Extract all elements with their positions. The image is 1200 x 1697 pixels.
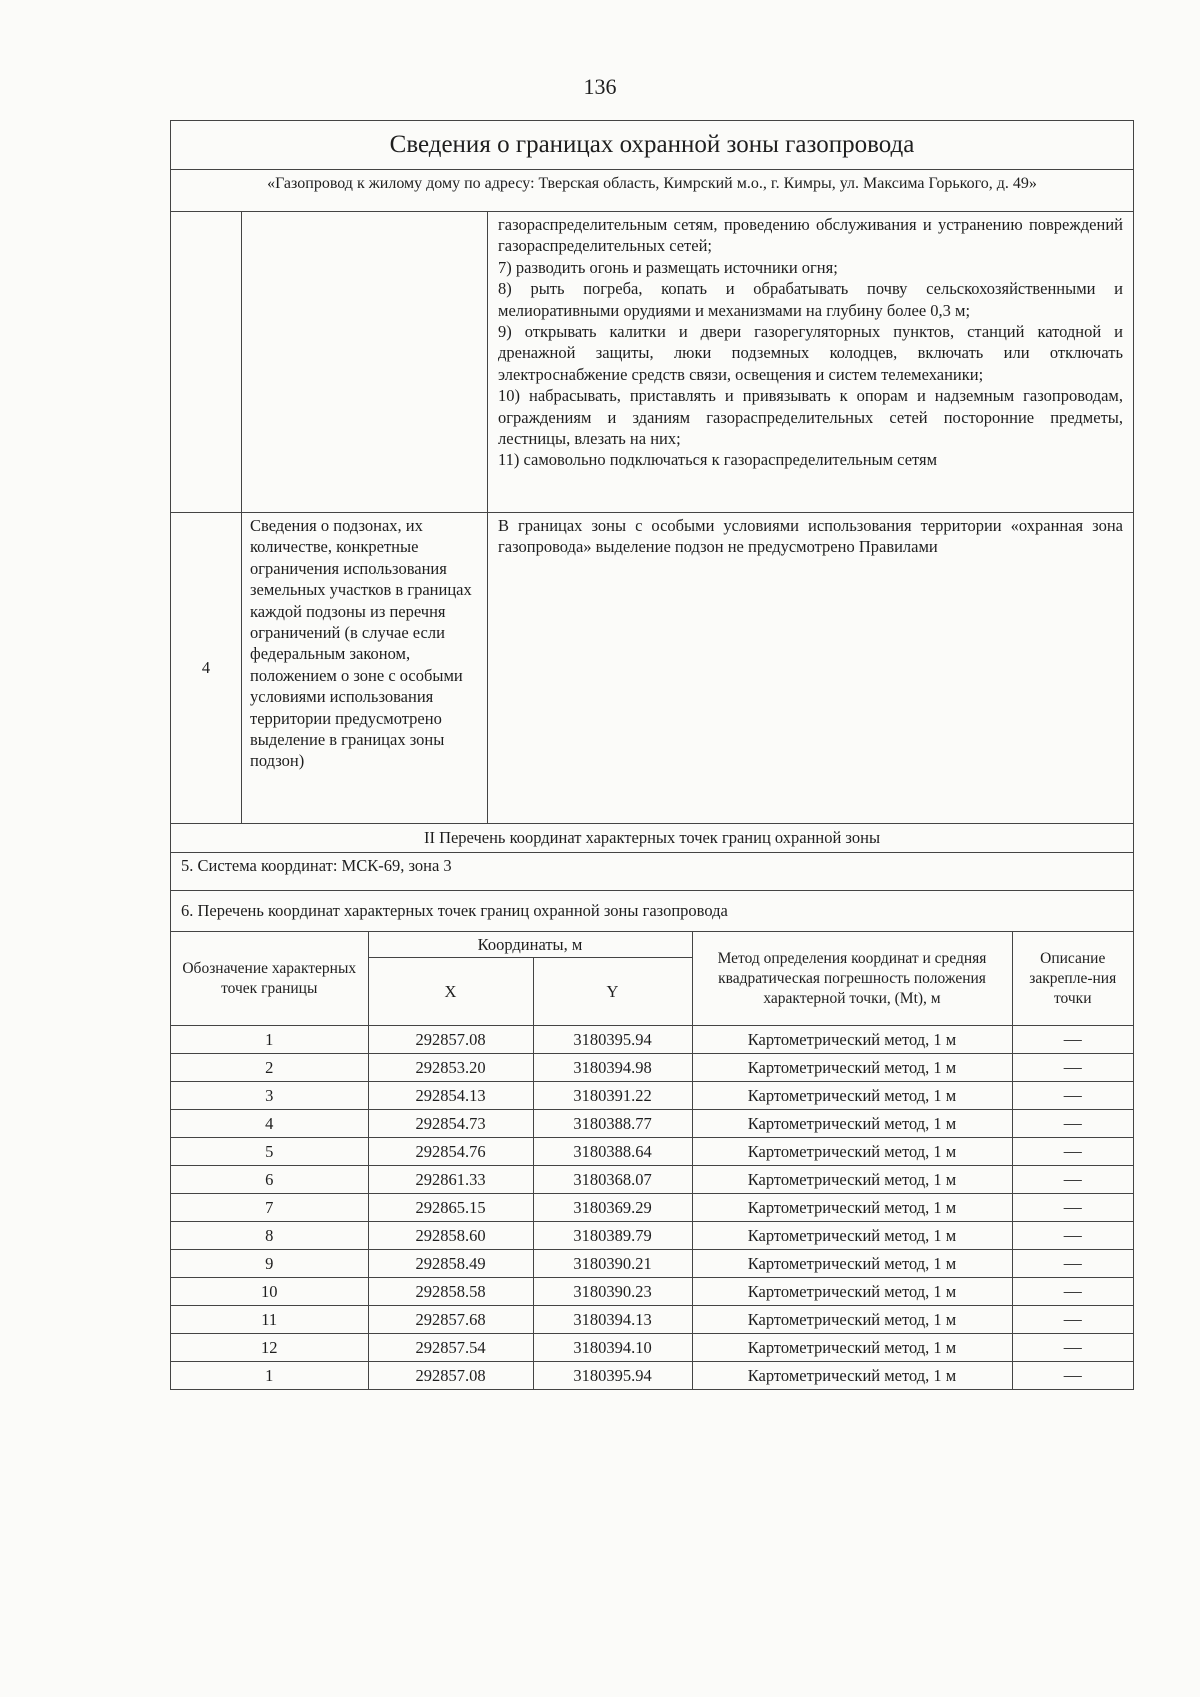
restriction-paragraph: 11) самовольно подключаться к газораспределительным сетям xyxy=(498,450,938,470)
table-row xyxy=(171,1166,1133,1194)
table-row xyxy=(171,1138,1133,1166)
page-number: 136 xyxy=(583,74,617,99)
row-number-cell: 4 xyxy=(171,513,242,823)
y-cell: 3180369.29 xyxy=(533,1194,692,1222)
point-cell: 1 xyxy=(171,1026,368,1054)
description-cell: — xyxy=(1012,1278,1133,1306)
table-row xyxy=(171,1250,1133,1278)
subzones-text: В границах зоны с особыми условиями использования территории «охранная зона газопровода» выделение подзон не предусмотрено Правилами xyxy=(498,516,1123,557)
description-cell: — xyxy=(1012,1082,1133,1110)
y-cell: 3180391.22 xyxy=(533,1082,692,1110)
coordinates-table xyxy=(171,931,1133,1389)
description-cell: — xyxy=(1012,1306,1133,1334)
description-cell: — xyxy=(1012,1250,1133,1278)
point-cell: 5 xyxy=(171,1138,368,1166)
document-frame xyxy=(170,120,1134,1390)
x-cell: 292865.15 xyxy=(368,1194,533,1222)
document-subtitle: «Газопровод к жилому дому по адресу: Тверская область, Кимрский м.о., г. Кимры, ул. Максима Горького, д. 49» xyxy=(171,170,1133,212)
subzones-row xyxy=(171,513,1133,824)
y-cell: 3180388.77 xyxy=(533,1110,692,1138)
method-cell: Картометрический метод, 1 м xyxy=(692,1278,1012,1306)
table-row xyxy=(171,1026,1133,1054)
x-cell: 292858.49 xyxy=(368,1250,533,1278)
row-name-cell xyxy=(242,212,488,512)
x-cell: 292857.54 xyxy=(368,1334,533,1362)
y-cell: 3180390.21 xyxy=(533,1250,692,1278)
method-cell: Картометрический метод, 1 м xyxy=(692,1082,1012,1110)
method-cell: Картометрический метод, 1 м xyxy=(692,1362,1012,1390)
x-cell: 292857.08 xyxy=(368,1362,533,1390)
header-point: Обозначение характерных точек границы xyxy=(171,932,368,1026)
y-cell: 3180394.98 xyxy=(533,1054,692,1082)
header-method xyxy=(692,932,1012,1026)
table-row xyxy=(171,1110,1133,1138)
description-cell: — xyxy=(1012,1054,1133,1082)
document-title: Сведения о границах охранной зоны газопровода xyxy=(171,121,1133,170)
header-y: Y xyxy=(533,958,692,1026)
point-cell: 8 xyxy=(171,1222,368,1250)
point-cell: 4 xyxy=(171,1110,368,1138)
x-cell: 292854.76 xyxy=(368,1138,533,1166)
method-cell: Картометрический метод, 1 м xyxy=(692,1334,1012,1362)
method-cell: Картометрический метод, 1 м xyxy=(692,1250,1012,1278)
table-row xyxy=(171,1222,1133,1250)
description-cell: — xyxy=(1012,1026,1133,1054)
description-cell: — xyxy=(1012,1110,1133,1138)
table-row xyxy=(171,1082,1133,1110)
x-cell: 292861.33 xyxy=(368,1166,533,1194)
header-description: Описание закрепле-ния точки xyxy=(1012,932,1133,1026)
coordinate-list-title: 6. Перечень координат характерных точек границ охранной зоны газопровода xyxy=(181,901,728,920)
point-cell: 2 xyxy=(171,1054,368,1082)
table-row xyxy=(171,1278,1133,1306)
x-cell: 292858.58 xyxy=(368,1278,533,1306)
y-cell: 3180390.23 xyxy=(533,1278,692,1306)
x-cell: 292853.20 xyxy=(368,1054,533,1082)
y-cell: 3180368.07 xyxy=(533,1166,692,1194)
description-cell: — xyxy=(1012,1222,1133,1250)
point-cell: 10 xyxy=(171,1278,368,1306)
table-row xyxy=(171,1194,1133,1222)
y-cell: 3180395.94 xyxy=(533,1362,692,1390)
method-cell: Картометрический метод, 1 м xyxy=(692,1138,1012,1166)
header-coords: Координаты, м xyxy=(368,932,692,958)
restriction-paragraph: газораспределительным сетям, проведению обслуживания и устранению повреждений газораспределительных сетей; xyxy=(498,215,1123,256)
point-cell: 3 xyxy=(171,1082,368,1110)
description-cell: — xyxy=(1012,1334,1133,1362)
y-cell: 3180395.94 xyxy=(533,1026,692,1054)
point-cell: 7 xyxy=(171,1194,368,1222)
method-cell: Картометрический метод, 1 м xyxy=(692,1166,1012,1194)
header-method-text: Метод определения координат и средняя квадратическая погрешность положения характерной точки, (Mt), м xyxy=(717,949,987,1007)
restrictions-text xyxy=(488,212,1133,512)
section-ii-heading: II Перечень координат характерных точек границ охранной зоны xyxy=(171,824,1133,853)
y-cell: 3180394.13 xyxy=(533,1306,692,1334)
description-cell: — xyxy=(1012,1138,1133,1166)
description-cell: — xyxy=(1012,1194,1133,1222)
table-row xyxy=(171,1306,1133,1334)
description-cell: — xyxy=(1012,1166,1133,1194)
header-x: X xyxy=(368,958,533,1026)
method-cell: Картометрический метод, 1 м xyxy=(692,1222,1012,1250)
coordinate-system: 5. Система координат: МСК-69, зона 3 xyxy=(171,853,1133,891)
point-cell: 6 xyxy=(171,1166,368,1194)
method-cell: Картометрический метод, 1 м xyxy=(692,1306,1012,1334)
restriction-paragraph: 10) набрасывать, приставлять и привязывать к опорам и надземным газопроводам, ограждениям и зданиям газораспределительных сетей посторонние предметы, лестницы, влезать на них; xyxy=(498,386,1123,449)
point-cell: 1 xyxy=(171,1362,368,1390)
table-row xyxy=(171,1362,1133,1390)
x-cell: 292854.73 xyxy=(368,1110,533,1138)
restriction-paragraph: 7) разводить огонь и размещать источники огня; xyxy=(498,257,838,277)
y-cell: 3180389.79 xyxy=(533,1222,692,1250)
method-cell: Картометрический метод, 1 м xyxy=(692,1110,1012,1138)
x-cell: 292857.68 xyxy=(368,1306,533,1334)
method-cell: Картометрический метод, 1 м xyxy=(692,1194,1012,1222)
description-cell: — xyxy=(1012,1362,1133,1390)
restriction-paragraph: 9) открывать калитки и двери газорегуляторных пунктов, станций катодной и дренажной защиты, люки подземных колодцев, включать или отключать электроснабжение средств связи, освещения и систем телемеханики; xyxy=(498,322,1123,384)
subzones-label: Сведения о подзонах, их количестве, конкретные ограничения использования земельных участков в границах каждой подзоны из перечня ограничений (в случае если федеральным законом, положением о зоне с особыми условиями использования территории предусмотрено выделение в границах зоны подзон) xyxy=(242,513,488,823)
y-cell: 3180388.64 xyxy=(533,1138,692,1166)
restriction-paragraph: 8) рыть погреба, копать и обрабатывать почву сельскохозяйственными и мелиоративными орудиями и механизмами на глубину более 0,3 м; xyxy=(498,279,1123,320)
y-cell: 3180394.10 xyxy=(533,1334,692,1362)
table-row xyxy=(171,1334,1133,1362)
x-cell: 292857.08 xyxy=(368,1026,533,1054)
row-number-cell xyxy=(171,212,242,512)
table-row xyxy=(171,1054,1133,1082)
x-cell: 292854.13 xyxy=(368,1082,533,1110)
point-cell: 11 xyxy=(171,1306,368,1334)
point-cell: 9 xyxy=(171,1250,368,1278)
point-cell: 12 xyxy=(171,1334,368,1362)
x-cell: 292858.60 xyxy=(368,1222,533,1250)
method-cell: Картометрический метод, 1 м xyxy=(692,1054,1012,1082)
coordinates-table-body xyxy=(171,1026,1133,1390)
method-cell: Картометрический метод, 1 м xyxy=(692,1026,1012,1054)
restrictions-continuation-row xyxy=(171,212,1133,513)
